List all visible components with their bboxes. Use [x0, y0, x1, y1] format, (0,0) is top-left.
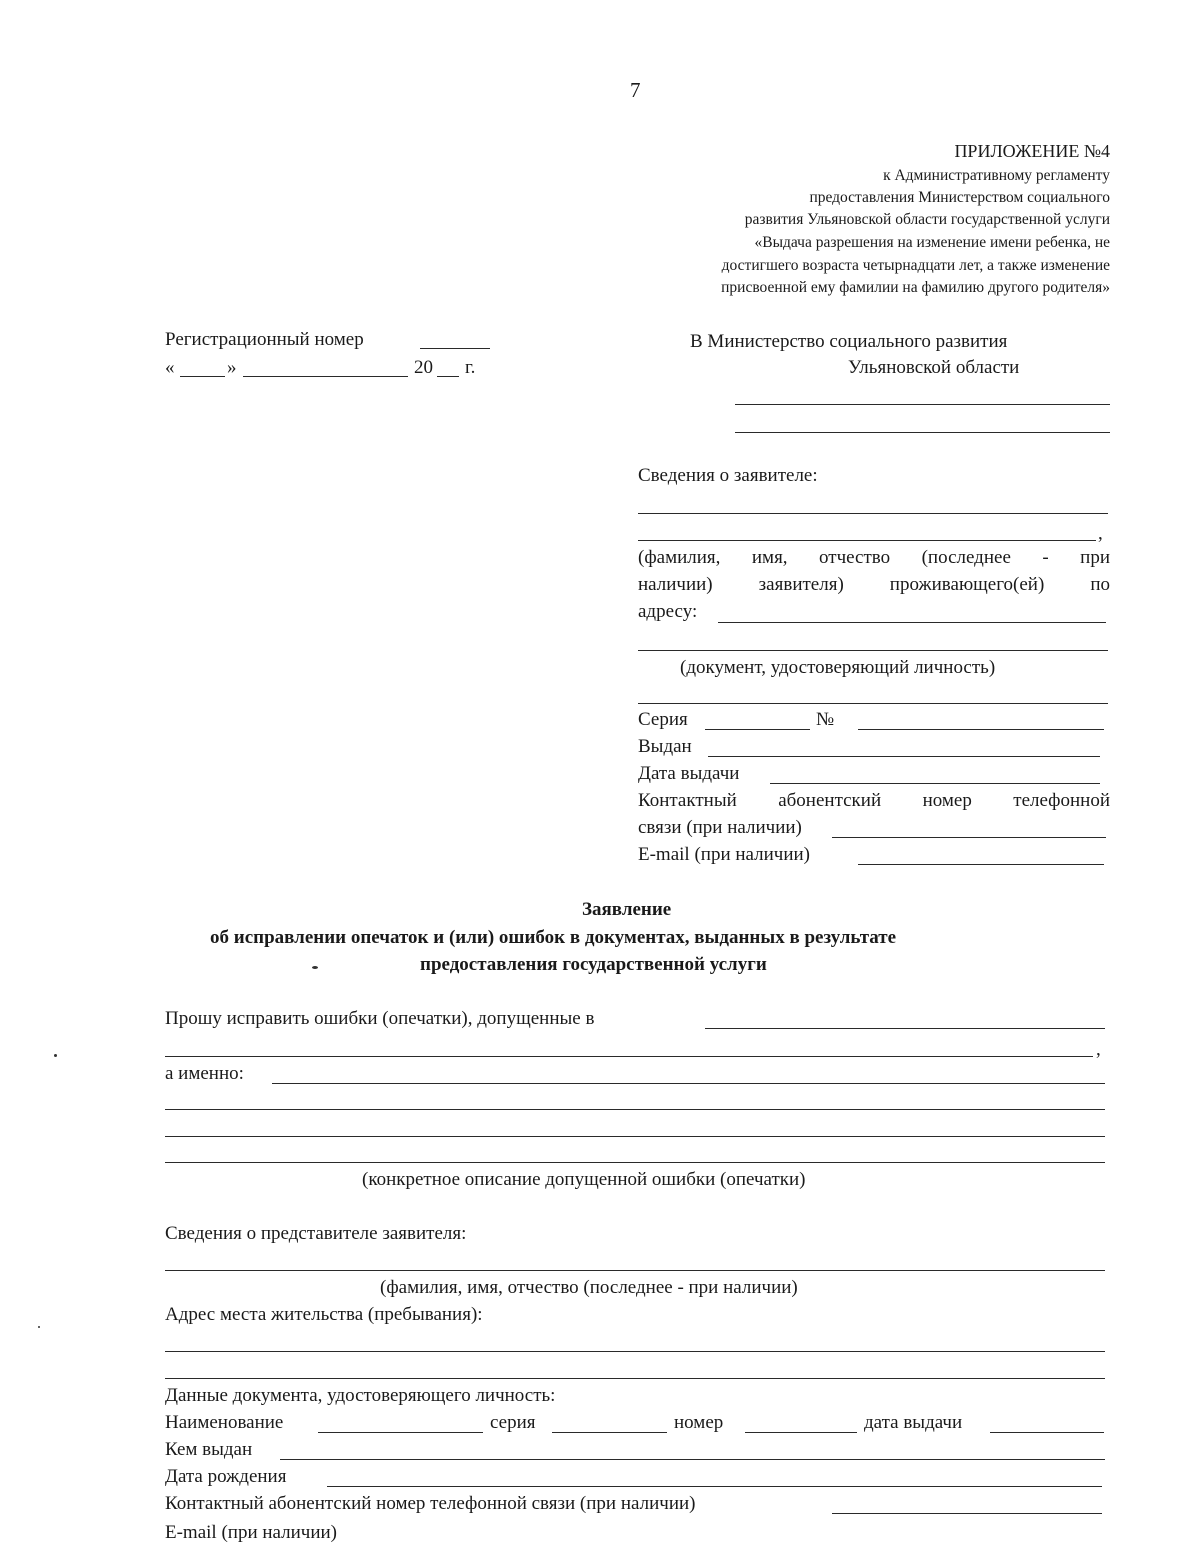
applicant-id-doc-blank	[638, 703, 1108, 704]
error-description-blank	[165, 1136, 1105, 1137]
error-description-blank	[165, 1109, 1105, 1110]
addressee-line-1: В Министерство социального развития	[690, 331, 1008, 352]
namely-label: а именно:	[165, 1063, 244, 1084]
addressee-blank	[735, 404, 1110, 405]
applicant-fio-note: (фамилия, имя, отчество (последнее - при	[638, 547, 1110, 568]
representative-series-label: серия	[490, 1412, 536, 1433]
request-comma: ,	[1096, 1039, 1101, 1060]
date-open-quote: «	[165, 357, 175, 378]
applicant-name-blank	[638, 540, 1096, 541]
applicant-address-blank	[638, 650, 1108, 651]
representative-heading: Сведения о представителе заявителя:	[165, 1223, 467, 1244]
applicant-heading: Сведения о заявителе:	[638, 465, 818, 486]
date-year-prefix: 20	[414, 357, 433, 378]
date-month-blank	[243, 376, 408, 377]
representative-phone-label: Контактный абонентский номер телефонной связи (при наличии)	[165, 1493, 696, 1514]
registration-number-blank	[420, 348, 490, 349]
representative-issued-by-blank	[280, 1459, 1105, 1460]
applicant-email-label: E-mail (при наличии)	[638, 844, 811, 865]
applicant-number-blank	[858, 729, 1104, 730]
scan-speck	[54, 1054, 57, 1057]
applicant-address-blank	[718, 622, 1106, 623]
representative-number-label: номер	[674, 1412, 724, 1433]
representative-birth-date-label: Дата рождения	[165, 1466, 287, 1487]
appendix-line: присвоенной ему фамилии на фамилию другого родителя»	[721, 279, 1110, 296]
appendix-line: достигшего возраста четырнадцати лет, а также изменение	[721, 257, 1110, 274]
representative-issue-date-blank	[990, 1432, 1104, 1433]
error-description-blank	[165, 1162, 1105, 1163]
date-close-quote: »	[227, 357, 237, 378]
representative-doc-name-blank	[318, 1432, 483, 1433]
addressee-line-2: Ульяновской области	[848, 357, 1020, 378]
representative-doc-name-label: Наименование	[165, 1412, 284, 1433]
applicant-address-label: адресу:	[638, 601, 698, 622]
representative-number-blank	[745, 1432, 857, 1433]
addressee-blank	[735, 432, 1110, 433]
date-year-blank	[437, 376, 459, 377]
applicant-fio-note: наличии) заявителя) проживающего(ей) по	[638, 574, 1110, 595]
request-line: Прошу исправить ошибки (опечатки), допущенные в	[165, 1008, 595, 1029]
representative-issued-by-label: Кем выдан	[165, 1439, 253, 1460]
applicant-series-label: Серия	[638, 709, 688, 730]
applicant-id-doc-note: (документ, удостоверяющий личность)	[680, 657, 996, 678]
appendix-line: предоставления Министерством социального	[809, 189, 1110, 206]
representative-name-blank	[165, 1270, 1105, 1271]
page-number: 7	[630, 78, 641, 102]
applicant-issued-label: Выдан	[638, 736, 692, 757]
registration-number-label: Регистрационный номер	[165, 329, 364, 350]
representative-series-blank	[552, 1432, 667, 1433]
date-year-suffix: г.	[465, 357, 476, 378]
representative-address-blank	[165, 1351, 1105, 1352]
request-document-blank	[165, 1056, 1093, 1057]
representative-fio-note: (фамилия, имя, отчество (последнее - при наличии)	[380, 1277, 798, 1298]
statement-title: Заявление	[582, 899, 672, 920]
applicant-issue-date-label: Дата выдачи	[638, 763, 740, 784]
namely-blank	[272, 1083, 1105, 1084]
applicant-name-blank	[638, 513, 1108, 514]
representative-phone-blank	[832, 1513, 1102, 1514]
representative-birth-date-blank	[327, 1486, 1102, 1487]
representative-address-blank	[165, 1378, 1105, 1379]
appendix-line: развития Ульяновской области государственной услуги	[744, 211, 1110, 228]
applicant-phone-label: связи (при наличии)	[638, 817, 802, 838]
scan-speck	[38, 1326, 40, 1328]
applicant-issued-blank	[708, 756, 1100, 757]
applicant-comma: ,	[1098, 523, 1103, 544]
applicant-issue-date-blank	[770, 783, 1100, 784]
representative-email-label: E-mail (при наличии)	[165, 1522, 338, 1543]
applicant-series-blank	[705, 729, 810, 730]
statement-subtitle: предоставления государственной услуги	[420, 954, 767, 975]
applicant-number-sign: №	[816, 709, 835, 730]
representative-id-doc-label: Данные документа, удостоверяющего личность:	[165, 1385, 556, 1406]
appendix-line: к Административному регламенту	[883, 167, 1110, 184]
scan-speck	[312, 966, 318, 969]
representative-issue-date-label: дата выдачи	[864, 1412, 963, 1433]
request-document-blank	[705, 1028, 1105, 1029]
appendix-title: ПРИЛОЖЕНИЕ №4	[954, 141, 1110, 161]
appendix-line: «Выдача разрешения на изменение имени ребенка, не	[754, 234, 1110, 251]
date-day-blank	[180, 376, 225, 377]
error-description-note: (конкретное описание допущенной ошибки (опечатки)	[362, 1169, 806, 1190]
representative-address-label: Адрес места жительства (пребывания):	[165, 1304, 483, 1325]
applicant-email-blank	[858, 864, 1104, 865]
statement-subtitle: об исправлении опечаток и (или) ошибок в документах, выданных в результате	[210, 927, 897, 948]
applicant-phone-label: Контактный абонентский номер телефонной	[638, 790, 1110, 811]
applicant-phone-blank	[832, 837, 1106, 838]
